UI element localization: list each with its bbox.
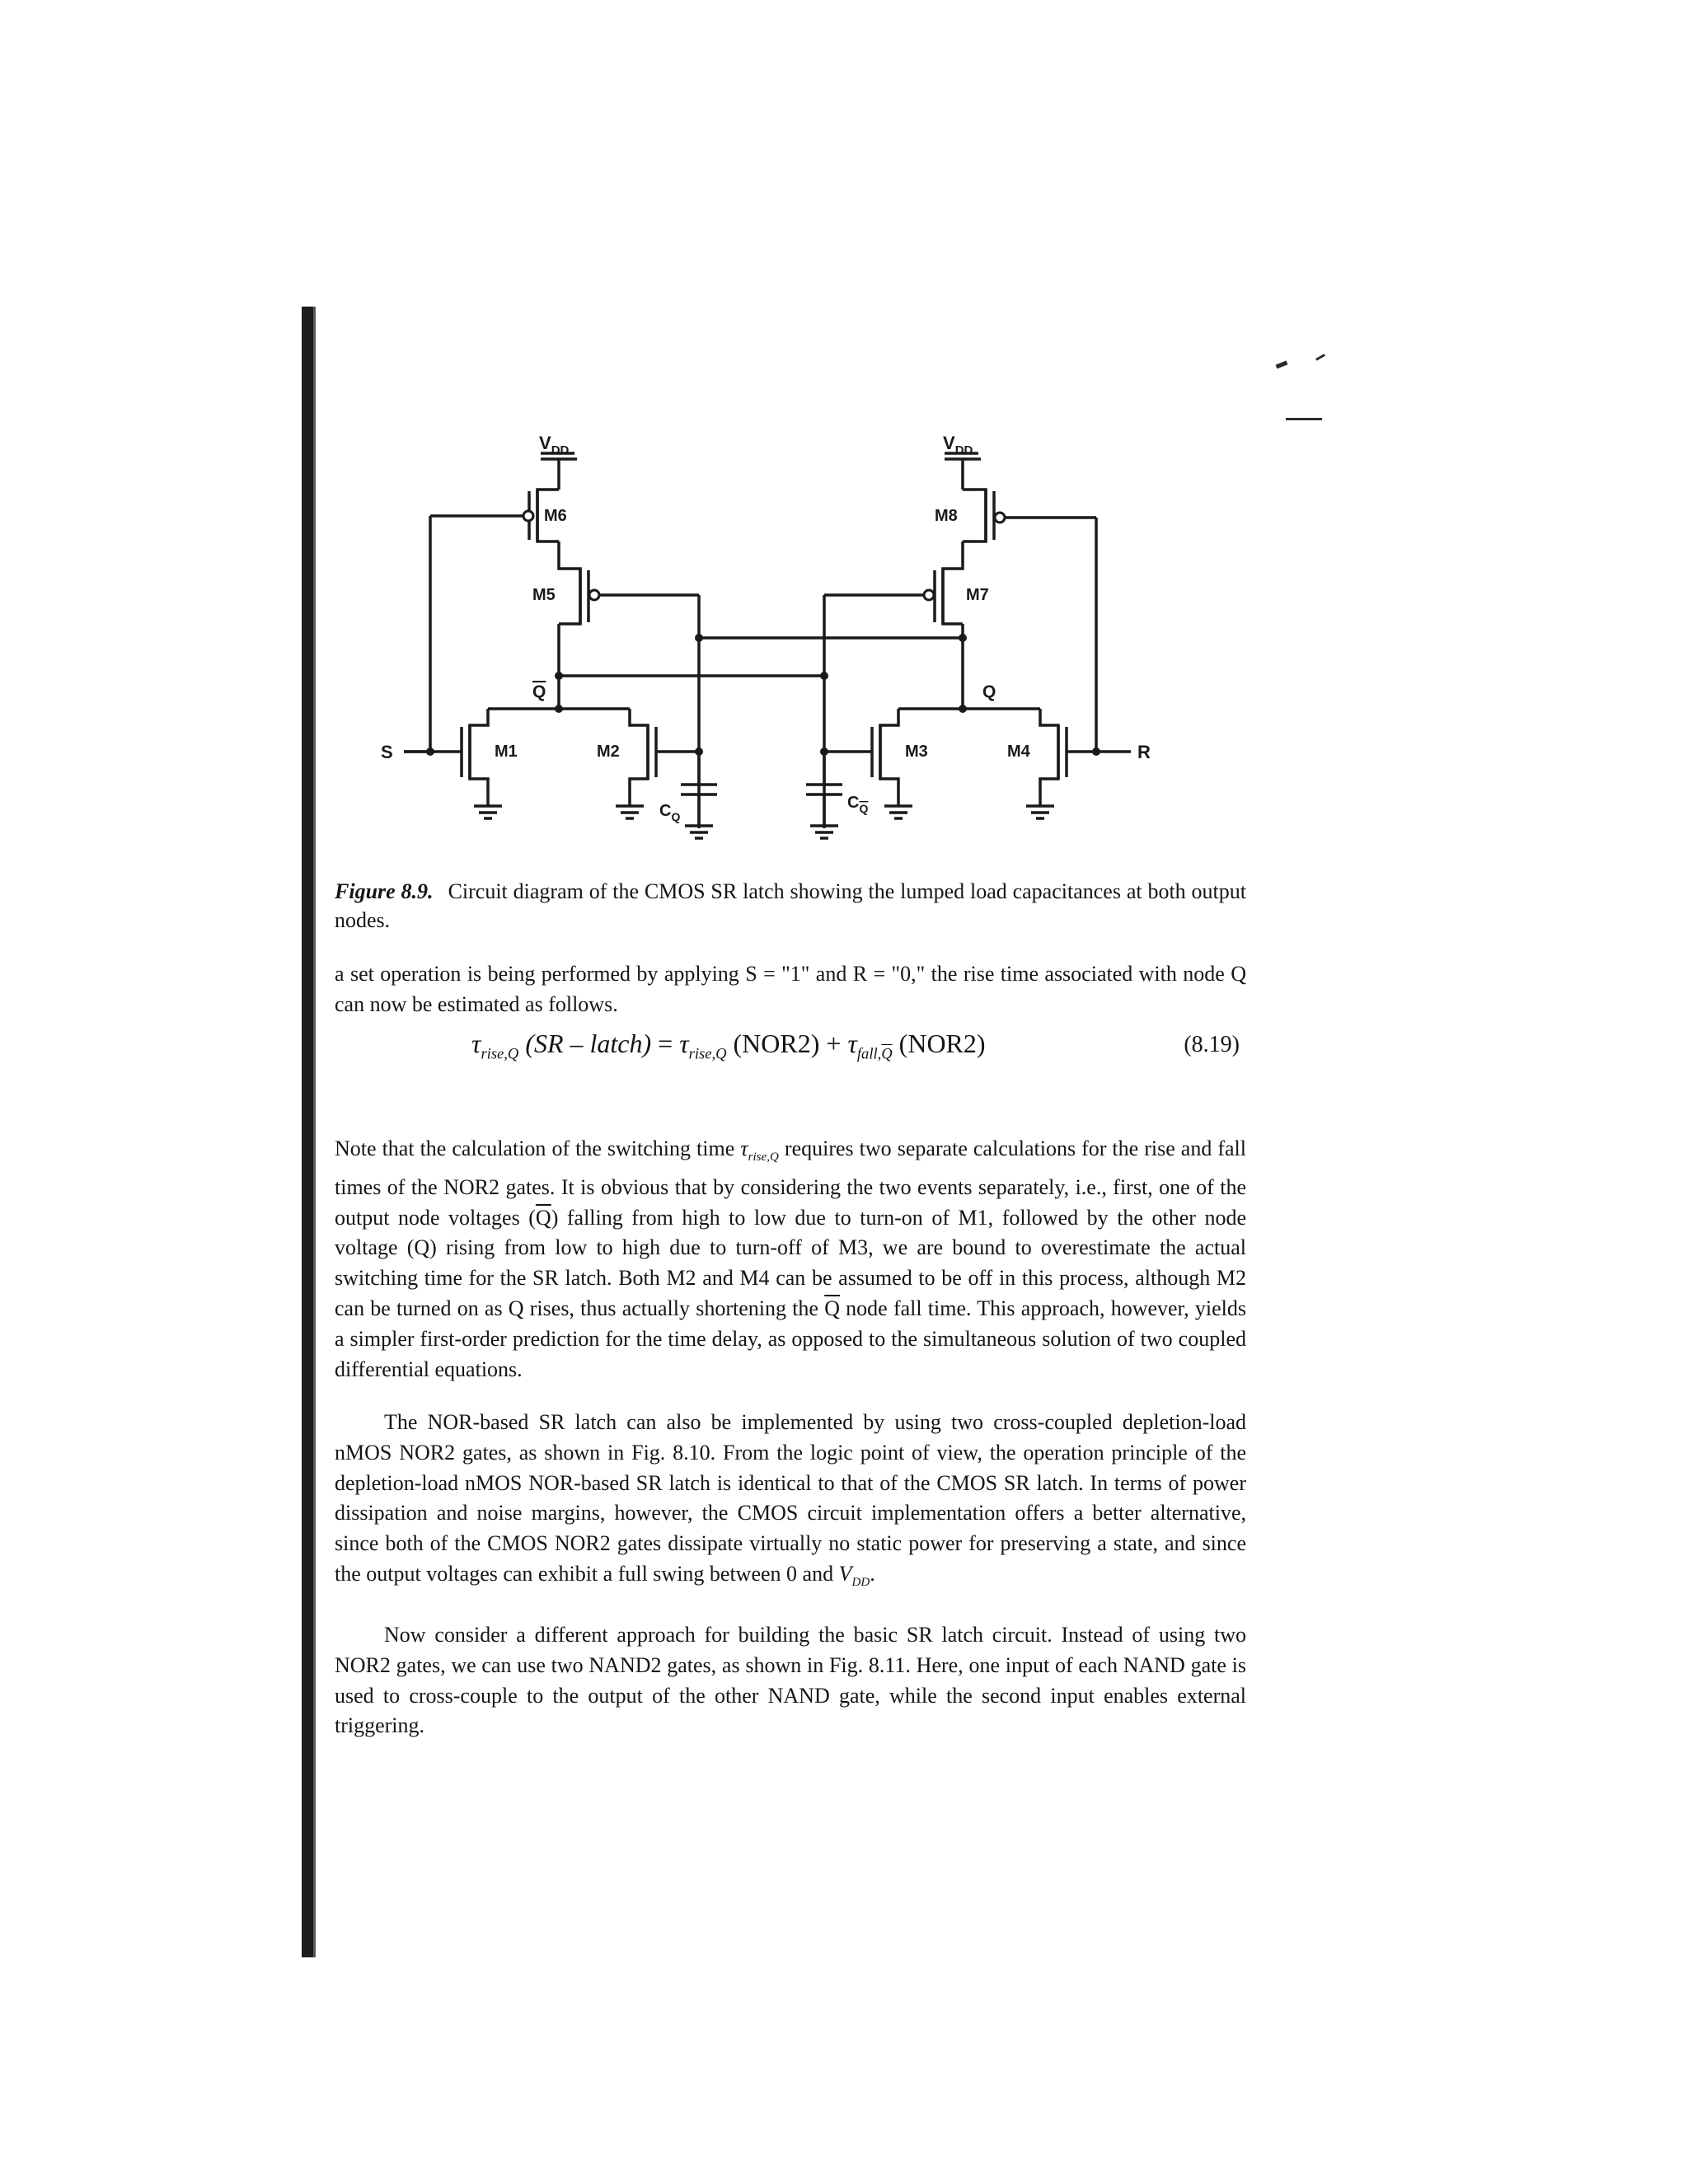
paragraph-nor-depletion-load: The NOR-based SR latch can also be implemented by using two cross-coupled depletion-load nMOS NOR2 gates, as shown in Fig. 8.10. From the logic point of view, the operation principle of the depletion-load nMOS NOR-based SR latch is identical to that of the CMOS SR latch. In terms of power dissipation and noise margins, however, the CMOS circuit implementation offers a better alternative, since both of the CMOS NOR2 gates dissipate virtually no static power for preserving a state, and since the output voltages can exhibit a full swing between 0 and $V_{DD}$. — [335, 1410, 1246, 1590]
svg-text:M6: M6 — [544, 507, 567, 525]
transistor-m8 — [935, 490, 1096, 541]
transistor-m6 — [430, 490, 567, 541]
capacitor-cqbar — [806, 752, 868, 838]
paragraph-switching-time: Note that the calculation of the switching time $\tau_{rise,Q}$ requires two separate calculations for the rise and fall times of the NOR2 gates. It is obvious that by considering the two events separately, i.e., first, one of the output node voltages $(\overline{Q})$ falling from high to low due to turn-on of M1, followed by the other node voltage (Q) rising from low to high due to turn-off of M3, we are bound to overestimate the actual switching time for the SR latch. Both M2 and M4 can be assumed to be off in this process, although M2 can be turned on as Q rises, thus actually shortening the $\overline{Q}$ node fall time. This approach, however, yields a simpler first-order prediction for the time delay, as opposed to the simultaneous solution of two coupled differential equations. — [335, 1137, 1246, 1381]
svg-text:S: S — [381, 742, 393, 762]
transistor-m1 — [404, 709, 518, 818]
equation-number: (8.19) — [1184, 1032, 1240, 1057]
transistor-m4 — [1007, 709, 1131, 818]
sr-latch-circuit-diagram — [0, 0, 1688, 874]
input-r — [1092, 518, 1151, 762]
figure-number: Figure 8.9. — [335, 879, 434, 903]
svg-text:M8: M8 — [935, 507, 958, 525]
capacitor-cq — [659, 752, 717, 838]
svg-text:VDD: $V_{DD}$ — [943, 433, 973, 457]
transistor-m5 — [532, 541, 699, 624]
svg-text:CQ: $C_Q$ — [847, 794, 869, 815]
vdd-rail-left — [541, 459, 577, 490]
svg-text:M3: M3 — [905, 743, 928, 761]
svg-text:CQ: $C_Q$ — [659, 802, 681, 823]
figure-caption — [335, 877, 1246, 935]
transistor-m2 — [597, 709, 703, 818]
svg-text:R: R — [1137, 742, 1151, 762]
svg-text:M5: M5 — [532, 586, 556, 604]
figure-caption-text: Circuit diagram of the CMOS SR latch showing the lumped load capacitances at both output nodes. — [335, 879, 1246, 932]
paragraph-set-operation: a set operation is being performed by applying S = "1" and R = "0," the rise time associated with node Q can now be estimated as follows. — [335, 962, 1246, 1016]
vdd-right-label — [943, 433, 978, 457]
equation-body: $\tau_{rise,Q}$ (SR – latch) = $\tau_{rise,Q}$ $(NOR2) + \tau_{fall,\overline{Q}}$ (NOR2) — [471, 1029, 986, 1063]
svg-text:M7: M7 — [966, 586, 989, 604]
svg-text:M2: M2 — [597, 743, 620, 761]
svg-text:VDD: $V_{DD}$ — [539, 433, 570, 457]
input-s — [381, 516, 434, 762]
paragraph-nand-approach: Now consider a different approach for building the basic SR latch circuit. Instead of using two NOR2 gates, we can use two NAND2 gates, as shown in Fig. 8.11. Here, one input of each NAND gate is used to cross-couple to the output of the other NAND gate, while the second input enables external triggering. — [335, 1623, 1246, 1738]
qbar-node-label: Q — [532, 682, 546, 701]
svg-text:M1: M1 — [495, 743, 518, 761]
svg-text:M4: M4 — [1007, 743, 1030, 761]
equation-8-19 — [335, 1020, 1246, 1070]
vdd-rail-right — [945, 459, 981, 490]
q-node-label: Q — [982, 682, 996, 701]
transistor-m3 — [820, 709, 928, 818]
transistor-m7 — [824, 541, 989, 624]
vdd-left-label — [539, 433, 574, 457]
